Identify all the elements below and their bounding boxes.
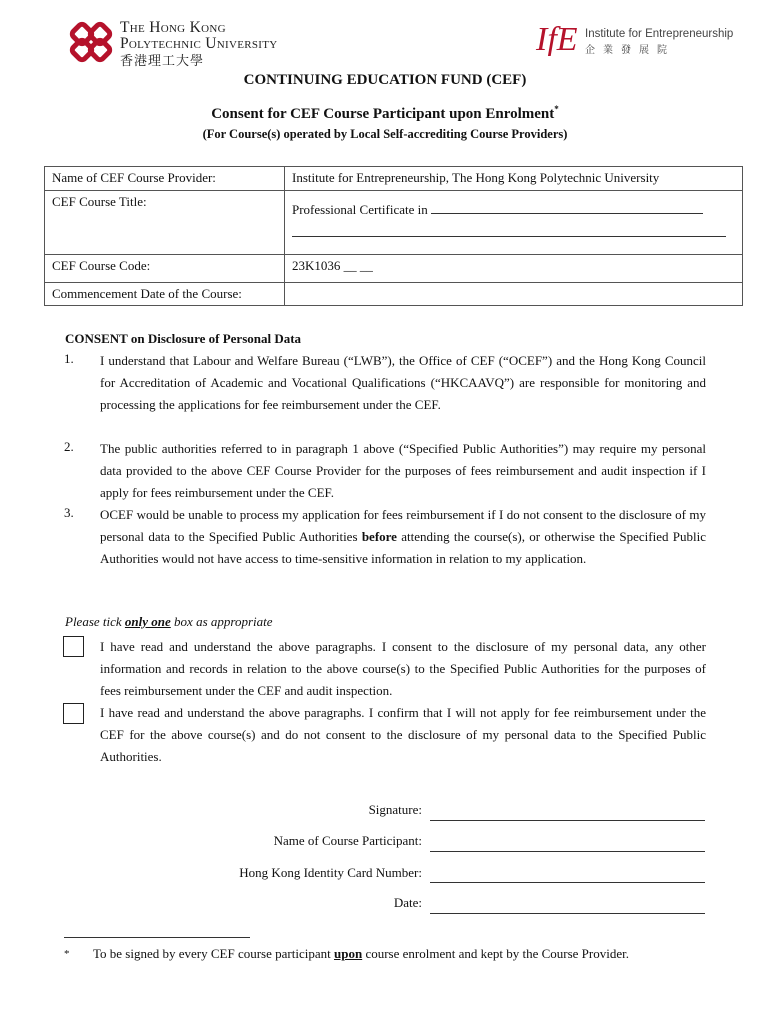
ife-name-english: Institute for Entrepreneurship — [585, 28, 734, 40]
consent-paragraph-3 — [100, 504, 706, 570]
polyu-logo-icon — [66, 18, 116, 66]
footnote-emphasis: upon — [333, 946, 363, 961]
item-number: 2. — [64, 439, 74, 454]
course-title-field[interactable] — [285, 191, 743, 255]
hkid-label: Hong Kong Identity Card Number: — [239, 865, 422, 880]
footnote-marker: * — [64, 948, 70, 960]
polyu-name-chinese: 香港理工大學 — [120, 52, 205, 68]
form-subtitle-text: Consent for CEF Course Participant upon Enrolment — [211, 106, 555, 122]
signature-label: Signature: — [368, 802, 422, 817]
footnote-text-part1: To be signed by every CEF course participant — [93, 946, 334, 961]
participant-name-field[interactable] — [430, 851, 705, 852]
consent-checkbox[interactable] — [63, 636, 84, 657]
course-code-value[interactable]: 23K1036 __ __ — [285, 255, 743, 283]
consent-option-text: I have read and understand the above paragraphs. I consent to the disclosure of my personal data, any other information and records in relation to the above course(s) to the Specified Public Authorities for the purposes of fees reimbursement under the CEF and audit inspection. — [100, 639, 706, 698]
tick-instruction-emphasis: only one — [124, 614, 171, 629]
ife-name-chinese: 企業發展院 — [585, 45, 675, 56]
emphasis-before: before — [361, 529, 397, 544]
tick-instruction-text-cont: box as appropriate — [170, 614, 273, 629]
hkid-field[interactable] — [430, 882, 705, 883]
commencement-date-field[interactable] — [285, 283, 743, 306]
form-subtitle — [0, 104, 770, 123]
consent-paragraph-2: The public authorities referred to in paragraph 1 above (“Specified Public Authorities”) may require my personal data provided to the above CEF Course Provider for the purposes of fees reimbursement and audit inspection if I apply for fees reimbursement under the CEF. — [100, 441, 706, 500]
commencement-date-label: Commencement Date of the Course: — [45, 283, 285, 306]
polyu-name — [120, 20, 278, 67]
course-title-prefix: Professional Certificate in — [292, 202, 428, 217]
item-number: 1. — [64, 351, 74, 366]
consent-paragraph-3-text-cont: attending the course(s), or otherwise the Specified Public Authorities would not have access to time-sensitive information in relation to my application. — [100, 529, 706, 566]
date-label: Date: — [393, 895, 422, 910]
consent-paragraph-3-text: OCEF would be unable to process my application for fees reimbursement if I do not consent to the disclosure of my personal data to the Specified Public Authorities — [100, 507, 706, 544]
form-title: CONTINUING EDUCATION FUND (CEF) — [243, 72, 527, 88]
ife-name — [585, 28, 733, 56]
course-title-label: CEF Course Title: — [45, 191, 285, 255]
table-row — [45, 255, 743, 283]
ife-logo-icon — [534, 18, 586, 56]
table-row — [45, 283, 743, 306]
ife-logo-mark: IfE — [536, 21, 578, 56]
footnote-marker: * — [554, 104, 559, 114]
course-code-label: CEF Course Code: — [45, 255, 285, 283]
footnote-text-part2: course enrolment and kept by the Course Provider. — [362, 946, 629, 961]
table-row — [45, 191, 743, 255]
polyu-name-line2: Polytechnic University — [120, 35, 278, 53]
footnote-divider — [64, 937, 250, 938]
course-info-table — [44, 166, 743, 306]
no-consent-option-text: I have read and understand the above paragraphs. I confirm that I will not apply for fee reimbursement under the CEF for the above course(s) and do not consent to the disclosure of my personal data to the Specified Public Authorities. — [100, 705, 706, 764]
polyu-name-line1: The Hong Kong — [120, 19, 226, 36]
provider-value: Institute for Entrepreneurship, The Hong Kong Polytechnic University — [285, 167, 743, 191]
item-number: 3. — [64, 505, 74, 520]
footnote-text — [93, 945, 713, 963]
signature-field[interactable] — [430, 820, 705, 821]
course-title-blank-line2[interactable] — [292, 236, 726, 237]
table-row — [45, 167, 743, 191]
course-title-blank[interactable] — [431, 213, 703, 214]
tick-instruction-text: Please tick — [65, 614, 125, 629]
tick-instruction — [65, 614, 273, 630]
no-consent-checkbox[interactable] — [63, 703, 84, 724]
participant-name-label: Name of Course Participant: — [273, 833, 422, 848]
date-field[interactable] — [430, 913, 705, 914]
consent-heading: CONSENT on Disclosure of Personal Data — [65, 331, 302, 346]
provider-label: Name of CEF Course Provider: — [45, 167, 285, 191]
consent-paragraph-1: I understand that Labour and Welfare Bureau (“LWB”), the Office of CEF (“OCEF”) and the Hong Kong Council for Accreditation of Academic and Vocational Qualifications (“HKCAAVQ”) are responsible for monitoring and processing the applications for fee reimbursement under the CEF. — [100, 353, 706, 412]
form-scope: (For Course(s) operated by Local Self-accrediting Course Providers) — [202, 127, 568, 141]
